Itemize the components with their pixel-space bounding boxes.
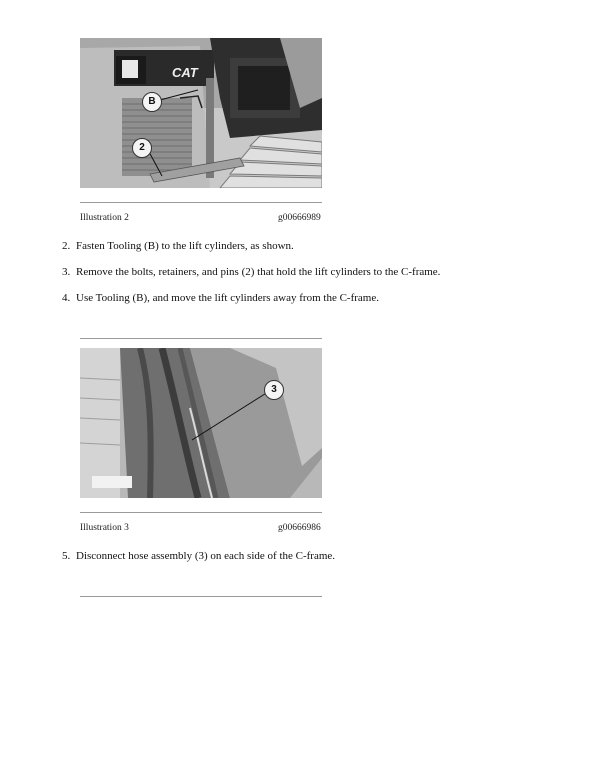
step-number: 2. xyxy=(62,240,71,252)
step-text: Remove the bolts, retainers, and pins (2) that hold the lift cylinders to the C-frame. xyxy=(76,266,441,278)
illustration-2-code: g00666989 xyxy=(278,213,321,223)
callout-3-label: 3 xyxy=(271,384,277,395)
step-5 xyxy=(62,550,335,562)
step-text: Disconnect hose assembly (3) on each side of the C-frame. xyxy=(76,550,336,562)
cat-logo: CAT xyxy=(172,65,198,80)
illustration-3-code: g00666986 xyxy=(278,523,321,533)
illustration-3-caption: Illustration 3 xyxy=(80,523,129,533)
illustration-2-caption: Illustration 2 xyxy=(80,213,129,223)
step-number: 4. xyxy=(62,292,71,304)
step-4 xyxy=(62,292,379,304)
illustration-2-rule xyxy=(80,202,322,203)
step-text: Use Tooling (B), and move the lift cylinders away from the C-frame. xyxy=(76,292,379,304)
step-text: Fasten Tooling (B) to the lift cylinders, as shown. xyxy=(76,240,294,252)
step-3 xyxy=(62,266,440,278)
illustration-3-rule xyxy=(80,512,322,513)
illustration-2-photo xyxy=(80,38,322,188)
callout-2-label: 2 xyxy=(139,142,145,153)
step-2 xyxy=(62,240,294,252)
illustration-3-photo xyxy=(80,348,322,498)
callout-3 xyxy=(264,380,284,400)
callout-2 xyxy=(132,138,152,158)
bottom-rule xyxy=(80,596,322,597)
step-number: 5. xyxy=(62,550,71,562)
callout-b-label: B xyxy=(148,96,156,107)
step-number: 3. xyxy=(62,266,71,278)
illustration-3-top-rule xyxy=(80,338,322,339)
callout-b xyxy=(142,92,162,112)
